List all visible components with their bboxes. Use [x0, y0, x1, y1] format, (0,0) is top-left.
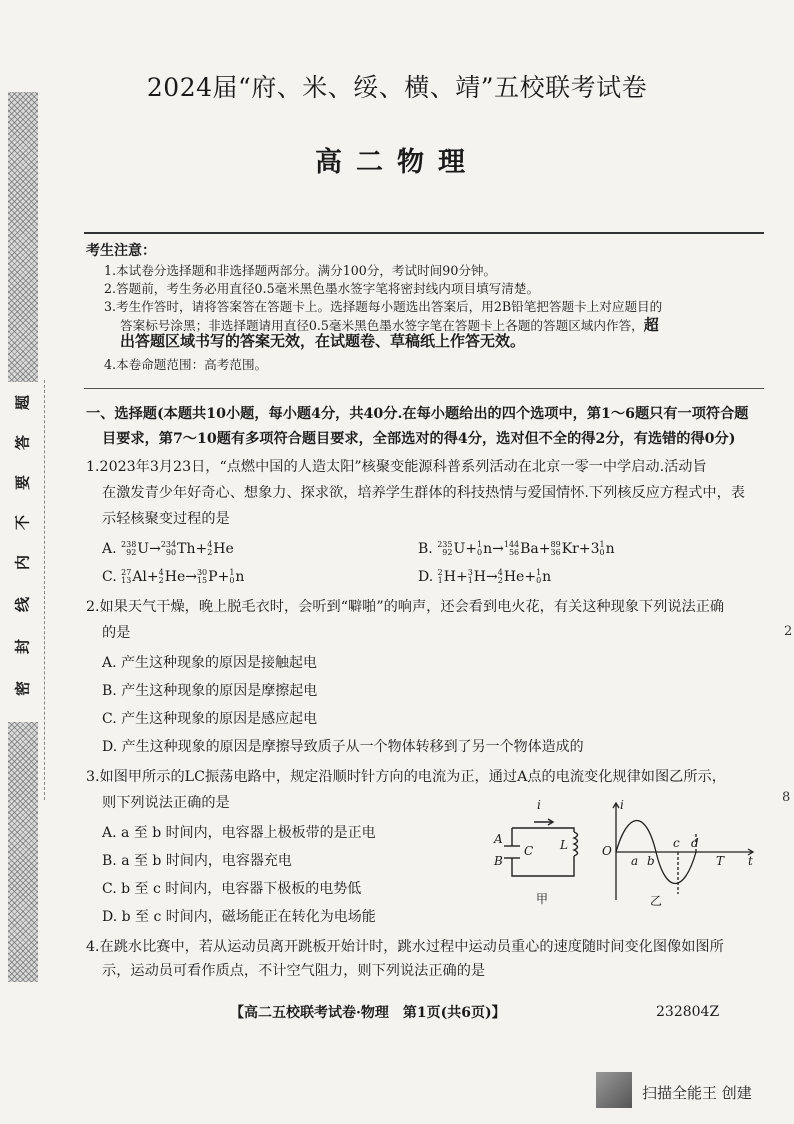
- period-T: T: [716, 854, 725, 868]
- seal-char: 线: [13, 597, 32, 613]
- question-1-text: 1.2023年3月23日，“点燃中国的人造太阳”核聚变能源科普系列活动在北京一零一中学启动.活动旨: [86, 459, 707, 475]
- question-4-text: 4.在跳水比赛中，若从运动员离开跳板开始计时，跳水过程中运动员重心的速度随时间变化图像如图所: [86, 939, 724, 955]
- exam-title: 2024届“府、米、绥、横、靖”五校联考试卷: [146, 73, 648, 102]
- margin-mark: 8: [782, 790, 791, 805]
- notice-bottom-rule: [84, 388, 764, 389]
- notice-item: 答案标号涂黑；非选择题请用直径0.5毫米黑色墨水签字笔在答题卡上各题的答题区域内作答，超: [120, 316, 659, 334]
- point-c: c: [673, 836, 680, 850]
- axis-label-i: i: [620, 798, 624, 812]
- label-C: C: [524, 844, 534, 858]
- notice-emphasis: 超: [643, 316, 659, 334]
- subject-title: 高二物理: [315, 147, 479, 178]
- seal-char: 答: [13, 435, 32, 451]
- seal-char: 不: [13, 515, 32, 531]
- seal-char: 封: [13, 639, 32, 655]
- notice-heading: 考生注意：: [86, 243, 156, 259]
- question-1-text: 在激发青少年好奇心、想象力、探求欲，培养学生群体的科技热情与爱国情怀.下列核反应方程式中，表: [102, 485, 745, 501]
- option-1d[interactable]: D. 2 1 H+ 3 1 H→ 4 2 He+ 1 0 n: [418, 568, 552, 585]
- question-3-text: 3.如图甲所示的LC振荡电路中，规定沿顺时针方向的电流为正，通过A点的电流变化规律如图乙所示，: [86, 769, 726, 785]
- option-2c[interactable]: C. 产生这种现象的原因是感应起电: [102, 711, 318, 727]
- scanner-logo-icon: [596, 1072, 632, 1108]
- notice-item: 1.本试卷分选择题和非选择题两部分。满分100分，考试时间90分钟。: [104, 263, 497, 278]
- seal-char: 内: [13, 555, 32, 571]
- axis-label-t: t: [748, 854, 753, 868]
- scanner-watermark: 扫描全能王 创建: [642, 1084, 752, 1102]
- option-3b[interactable]: B. a 至 b 时间内，电容器充电: [102, 853, 292, 869]
- notice-emphasis: 出答题区域书写的答案无效，在试题卷、草稿纸上作答无效。: [120, 332, 526, 350]
- option-2d[interactable]: D. 产生这种现象的原因是摩擦导致质子从一个物体转移到了另一个物体造成的: [102, 739, 584, 755]
- option-3a[interactable]: A. a 至 b 时间内，电容器上极板带的是正电: [102, 825, 376, 841]
- caption-yi: 乙: [650, 894, 663, 908]
- question-4-text: 示，运动员可看作质点，不计空气阻力，则下列说法正确的是: [102, 963, 486, 979]
- option-1c[interactable]: C. 27 13 Al+ 4 2 He→ 30 15 P+ 1 0 n: [102, 568, 245, 585]
- question-2-text: 2.如果天气干燥，晚上脱毛衣时，会听到“噼啪”的响声，还会看到电火花，有关这种现象下列说法正确: [86, 599, 725, 615]
- section-heading: 一、选择题(本题共10小题，每小题4分，共40分.在每小题给出的四个选项中，第1～6题只有一项符合题 目要求，第7～10题有多项符合题目要求，全部选对的得4分，选对但不全的得2分，有选错的得0分): [86, 406, 749, 447]
- point-d: d: [691, 836, 699, 850]
- caption-jia: 甲: [536, 892, 549, 906]
- label-i: i: [537, 798, 541, 812]
- notice-item: 3.考生作答时，请将答案答在答题卡上。选择题每小题选出答案后，用2B铅笔把答题卡上对应题目的: [104, 299, 663, 314]
- notice-top-rule: [84, 232, 764, 234]
- label-B: B: [494, 854, 503, 868]
- circuit-wire: [512, 828, 574, 876]
- point-b: b: [647, 854, 655, 868]
- question-2-text: 的是: [102, 625, 131, 641]
- seal-dash-line: [44, 380, 45, 800]
- notice-item: 4.本卷命题范围：高考范围。: [104, 357, 268, 372]
- seal-char: 要: [13, 475, 32, 491]
- label-A: A: [494, 832, 503, 846]
- binding-strip: [8, 92, 38, 982]
- option-3d[interactable]: D. b 至 c 时间内，磁场能正在转化为电场能: [102, 909, 376, 925]
- option-1a[interactable]: A. 238 92 U→ 234 90 Th+ 4 2 He: [102, 540, 234, 557]
- option-3c[interactable]: C. b 至 c 时间内，电容器下极板的电势低: [102, 881, 362, 897]
- notice-item: 2.答题前，考生务必用直径0.5毫米黑色墨水签字笔将密封线内项目填写清楚。: [104, 281, 540, 296]
- question-3-text: 则下列说法正确的是: [102, 795, 230, 811]
- point-a: a: [631, 854, 639, 868]
- page-footer: 【高二五校联考试卷·物理 第1页(共6页)】: [230, 1005, 506, 1021]
- margin-mark: 2: [784, 624, 793, 639]
- option-1b[interactable]: B. 235 92 U+ 1 0 n→ 144 56 Ba+ 89 36 Kr+3 1 0 n: [418, 540, 615, 557]
- origin-label: O: [602, 844, 612, 858]
- seal-char: 题: [13, 395, 32, 411]
- lc-circuit-figure: [490, 798, 760, 910]
- seal-char: 密: [13, 681, 32, 697]
- question-1-text: 示轻核聚变过程的是: [102, 511, 230, 527]
- current-graph: [613, 803, 753, 900]
- option-2a[interactable]: A. 产生这种现象的原因是接触起电: [102, 655, 318, 671]
- inductor-coil: [574, 832, 578, 858]
- paper-code: 232804Z: [656, 1004, 720, 1020]
- label-L: L: [560, 838, 568, 852]
- option-2b[interactable]: B. 产生这种现象的原因是摩擦起电: [102, 683, 318, 699]
